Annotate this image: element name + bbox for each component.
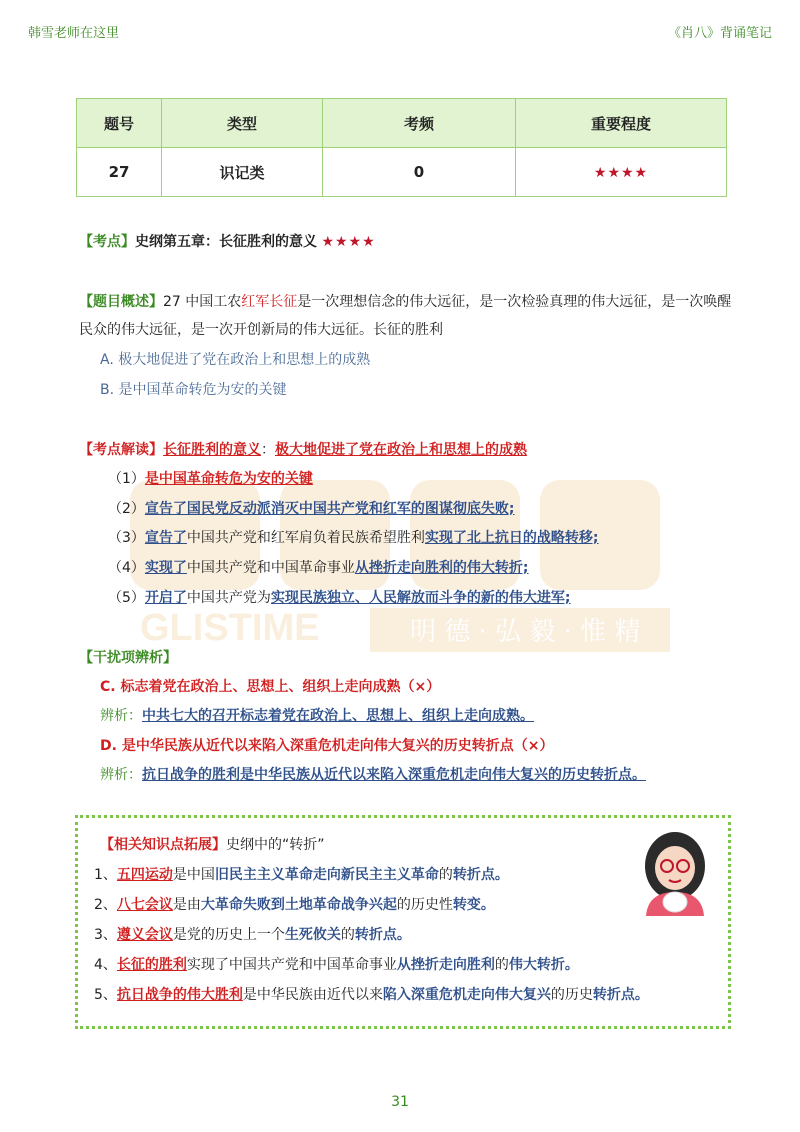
item-verb: 实现了 — [144, 560, 187, 576]
overview-line-1 — [79, 292, 731, 312]
analysis-main: 极大地促进了党在政治上和思想上的成熟 — [275, 442, 527, 458]
cell-importance — [516, 148, 727, 197]
item-number: （2） — [108, 501, 145, 517]
item-key: 生死攸关 — [284, 927, 341, 943]
info-table — [76, 98, 727, 197]
item-result: 实现了北上抗日的战略转移; — [424, 530, 599, 546]
analysis-colon: ： — [261, 442, 275, 458]
item-middle: 是由 — [172, 897, 201, 913]
analysis-tag: 【考点解读】 — [79, 442, 163, 458]
item-number: 4、 — [94, 957, 117, 973]
item-text: 宣告了国民党反动派消灭中国共产党和红军的图谋彻底失败; — [144, 501, 515, 517]
item-middle-2: 的历史性 — [396, 897, 453, 913]
item-middle: 中国共产党为 — [186, 590, 271, 606]
item-result: 转折点。 — [354, 927, 411, 943]
item-event: 长征的胜利 — [116, 957, 187, 973]
header-number: 题号 — [77, 99, 162, 148]
item-number: 1、 — [94, 867, 117, 883]
analysis-line — [79, 440, 527, 460]
item-number: （3） — [108, 530, 145, 546]
item-middle-2: 的 — [494, 957, 509, 973]
header-right: 《肖八》背诵笔记 — [667, 26, 772, 41]
distractor-d-note: 抗日战争的胜利是中华民族从近代以来陷入深重危机走向伟大复兴的历史转折点。 — [142, 767, 646, 783]
analysis-topic: 长征胜利的意义 — [163, 442, 261, 458]
overview-keyword: 红军长征 — [241, 294, 298, 310]
item-middle-2: 的历史 — [550, 987, 593, 1003]
page-number: 31 — [391, 1094, 409, 1110]
header-frequency: 考频 — [323, 99, 516, 148]
extension-item-1 — [94, 865, 509, 885]
header-type: 类型 — [162, 99, 323, 148]
cell-number: 27 — [77, 148, 162, 197]
item-verb: 宣告了 — [144, 530, 187, 546]
item-event: 八七会议 — [116, 897, 173, 913]
overview-text-a: 27 中国工农 — [163, 294, 242, 310]
item-middle: 中国共产党和红军肩负着民族希望胜利 — [186, 530, 425, 546]
distractor-tag: 【干扰项辨析】 — [79, 650, 177, 666]
option-b: B. 是中国革命转危为安的关键 — [100, 382, 287, 398]
header-importance: 重要程度 — [516, 99, 727, 148]
watermark-brand: GLISTIME — [140, 607, 320, 649]
item-key: 大革命失败到土地革命战争兴起 — [200, 897, 397, 913]
item-result: 伟大转折。 — [508, 957, 579, 973]
distractor-c-label: 辨析： — [100, 708, 142, 724]
option-a: A. 极大地促进了党在政治上和思想上的成熟 — [100, 352, 371, 368]
extension-tag: 【相关知识点拓展】 — [100, 837, 226, 853]
item-middle: 是中华民族由近代以来 — [242, 987, 383, 1003]
kaodian-line — [79, 232, 376, 252]
item-number: 3、 — [94, 927, 117, 943]
extension-item-3 — [94, 925, 411, 945]
item-middle: 中国共产党和中国革命事业 — [186, 560, 355, 576]
extension-title: 史纲中的“转折” — [226, 837, 325, 853]
distractor-c-note-line — [100, 706, 534, 726]
overview-tag: 【题目概述】 — [79, 294, 163, 310]
distractor-d: D. 是中华民族从近代以来陷入深重危机走向伟大复兴的历史转折点（×） — [100, 738, 554, 754]
item-middle-2: 的 — [438, 867, 453, 883]
item-number: （5） — [108, 590, 145, 606]
item-event: 五四运动 — [116, 867, 173, 883]
analysis-item-2 — [108, 499, 515, 519]
kaodian-stars: ★★★★ — [321, 234, 376, 250]
watermark-motto: 明 德 · 弘 毅 · 惟 精 — [410, 617, 641, 647]
kaodian-tag: 【考点】 — [79, 234, 135, 250]
item-text: 是中国革命转危为安的关键 — [144, 471, 313, 487]
item-number: （4） — [108, 560, 145, 576]
distractor-c-note: 中共七大的召开标志着党在政治上、思想上、组织上走向成熟。 — [142, 708, 534, 724]
extension-item-5 — [94, 985, 649, 1005]
item-result: 转折点。 — [592, 987, 649, 1003]
item-key: 从挫折走向胜利 — [396, 957, 495, 973]
item-middle: 是中国 — [172, 867, 215, 883]
item-key: 旧民主主义革命走向新民主主义革命 — [214, 867, 439, 883]
analysis-item-5 — [108, 588, 571, 608]
item-middle: 实现了中国共产党和中国革命事业 — [186, 957, 397, 973]
table-header-row — [77, 99, 727, 148]
analysis-item-1 — [108, 469, 313, 489]
item-key: 陷入深重危机走向伟大复兴 — [382, 987, 551, 1003]
item-result: 实现民族独立、人民解放而斗争的新的伟大进军; — [270, 590, 571, 606]
item-event: 抗日战争的伟大胜利 — [116, 987, 243, 1003]
extension-item-4 — [94, 955, 579, 975]
kaodian-text: 史纲第五章：长征胜利的意义 — [135, 234, 317, 250]
item-verb: 开启了 — [144, 590, 187, 606]
item-middle: 是党的历史上一个 — [172, 927, 285, 943]
item-number: （1） — [108, 471, 145, 487]
item-number: 5、 — [94, 987, 117, 1003]
analysis-item-4 — [108, 558, 529, 578]
table-row — [77, 148, 727, 197]
distractor-d-note-line — [100, 765, 646, 785]
cell-frequency: 0 — [323, 148, 516, 197]
importance-stars: ★★★★ — [593, 165, 649, 181]
extension-item-2 — [94, 895, 495, 915]
distractor-c: C. 标志着党在政治上、思想上、组织上走向成熟（×） — [100, 679, 441, 695]
overview-line-2: 民众的伟大远征，是一次开创新局的伟大远征。长征的胜利 — [79, 322, 443, 338]
teacher-avatar — [636, 826, 714, 916]
analysis-item-3 — [108, 528, 599, 548]
item-middle-2: 的 — [340, 927, 355, 943]
distractor-d-label: 辨析： — [100, 767, 142, 783]
item-result: 转折点。 — [452, 867, 509, 883]
item-result: 从挫折走向胜利的伟大转折; — [354, 560, 529, 576]
item-event: 遵义会议 — [116, 927, 173, 943]
item-number: 2、 — [94, 897, 117, 913]
header-left: 韩雪老师在这里 — [28, 26, 120, 41]
item-result: 转变。 — [452, 897, 495, 913]
extension-title-line — [100, 835, 325, 855]
overview-text-b: 是一次理想信念的伟大远征，是一次检验真理的伟大远征，是一次唤醒 — [297, 294, 732, 310]
cell-type: 识记类 — [162, 148, 323, 197]
